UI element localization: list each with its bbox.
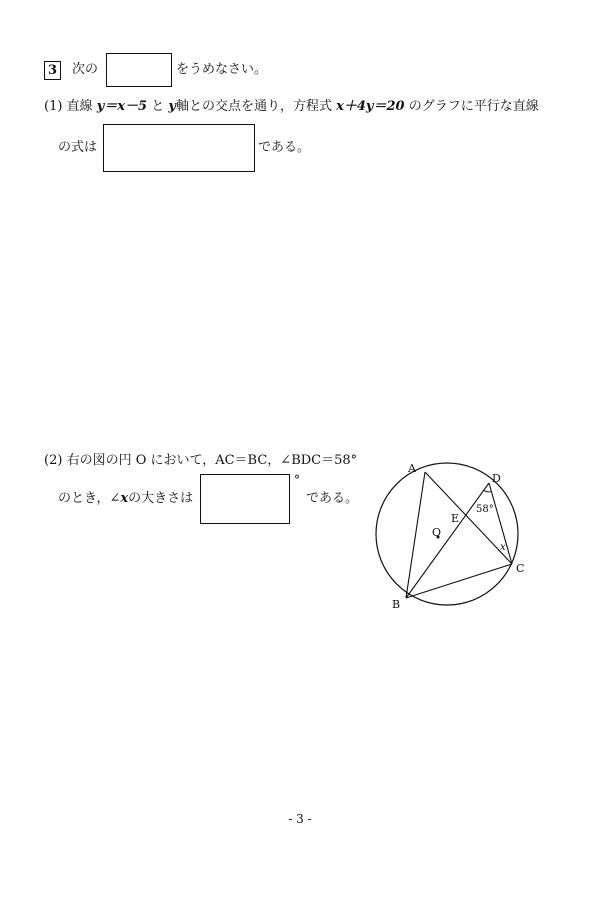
label-angle-x: x	[500, 542, 506, 553]
q1-label: (1)	[44, 99, 63, 114]
question-number-box: 3	[44, 61, 61, 80]
q2-degree-mark: °	[294, 473, 300, 487]
label-a: A	[408, 462, 416, 475]
label-angle-58: 58°	[476, 504, 494, 515]
header-prefix: 次の	[72, 62, 99, 77]
label-b: B	[392, 598, 401, 611]
q1-answer-box[interactable]	[103, 124, 255, 172]
q2-text-2-prefix: のとき，∠	[58, 491, 121, 506]
label-e: E	[451, 512, 460, 525]
q1-equation-1: y＝x－5	[96, 99, 148, 114]
segment-bc	[406, 564, 512, 598]
q1-text-1: 直線	[66, 99, 93, 114]
segment-bd	[406, 483, 489, 598]
q1-equation-2: x＋4y＝20	[336, 99, 405, 114]
q2-text-line2	[58, 490, 193, 508]
header-blank-box	[106, 53, 172, 87]
circle-geometry-figure	[362, 458, 542, 618]
q1-text	[44, 98, 539, 116]
q1-text-3: 軸との交点を通り，方程式	[175, 99, 332, 114]
segment-ab	[406, 472, 425, 598]
q2-x-variable: x	[120, 491, 129, 506]
q2-text-2-suffix: である。	[306, 491, 359, 506]
q2-text-line1	[44, 452, 357, 470]
header-suffix: をうめなさい。	[176, 62, 268, 77]
page-number: - 3 -	[288, 812, 312, 826]
q2-answer-box[interactable]	[200, 474, 290, 524]
q1-text-4: のグラフに平行な直線	[408, 99, 539, 114]
q1-y-variable: y	[168, 99, 176, 114]
q1-text-2: と	[151, 99, 165, 114]
q2-text-1: 右の図の円 O において，AC＝BC，∠BDC＝58°	[66, 453, 358, 468]
label-o: O	[432, 526, 442, 539]
q2-text-2-mid: の大きさは	[128, 491, 194, 506]
label-d: D	[492, 472, 501, 485]
q1-line2-suffix: である。	[258, 140, 311, 155]
q1-line2-prefix: の式は	[58, 140, 98, 155]
label-c: C	[516, 562, 525, 575]
angle-58-arc	[484, 490, 492, 492]
q2-label: (2)	[44, 453, 63, 468]
